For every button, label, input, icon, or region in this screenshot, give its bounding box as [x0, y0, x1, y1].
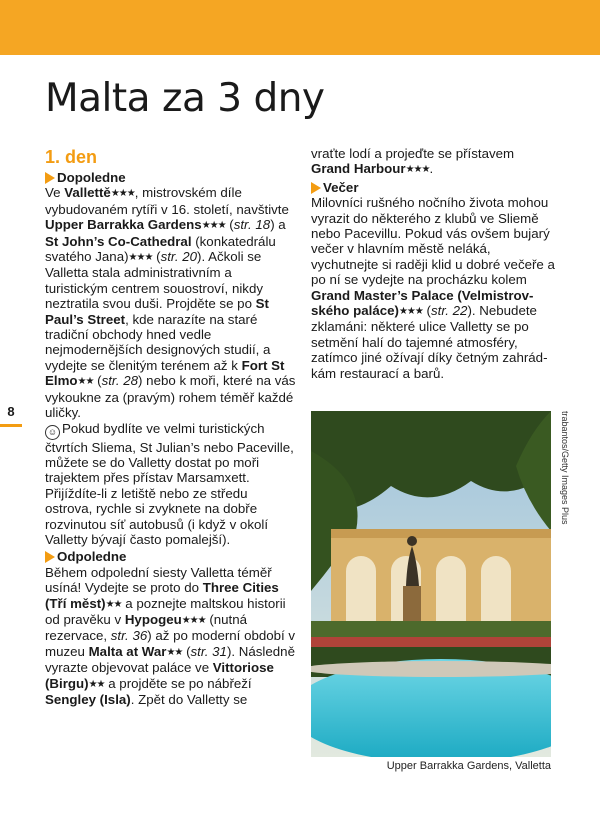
triangle-bullet-icon — [311, 182, 321, 194]
page-reference: str. 36 — [110, 628, 148, 644]
evening-heading: Večer — [311, 180, 556, 195]
rating-stars: ★★ — [105, 598, 122, 610]
place-upper-barrakka: Upper Barrakka Gardens — [45, 217, 202, 233]
page-number-rule — [0, 424, 22, 427]
triangle-bullet-icon — [45, 172, 55, 184]
evening-paragraph: Milovníci rušného nočního života mohou vyrazit do některého z klubů ve Sliemě nebo Pacevillu. Pokud vás ovšem bujarý večer v hlavním městě neláká, vychutnejte si raději klid u dobré večeře a po ní se vydejte na procházku kolem Grand Master’s Palace (Velmistrovského paláce)★★★ (str. 22). Nebudete zklamáni: některé ulice Valletty se po setmění halí do tajemné atmosféry, zatímco jiné ožívají díky četným zahrádkám restaurací a barů. — [311, 195, 555, 381]
place-valletta: Vallettě — [64, 185, 111, 201]
right-column — [311, 146, 556, 381]
rating-stars: ★★★ — [128, 252, 153, 264]
rating-stars: ★★ — [77, 376, 94, 388]
photo-credit: trabantos/Getty Images Plus — [560, 411, 570, 525]
page-reference: str. 28 — [101, 373, 139, 389]
rating-stars: ★★★ — [201, 220, 226, 232]
page-reference: str. 18 — [233, 217, 271, 233]
place-vittoriosa: Vittoriose (Birgu) — [45, 660, 274, 691]
photo-upper-barrakka-gardens — [311, 411, 551, 757]
place-st-johns: St John’s Co-Cathedral — [45, 233, 192, 249]
afternoon-heading: Odpoledne — [45, 549, 297, 564]
place-st-pauls-street: St Paul’s Street — [45, 296, 269, 327]
page-number-marker — [0, 404, 22, 427]
page-reference: str. 31 — [190, 643, 227, 659]
continuation-paragraph: vraťte lodí a projeďte se přístavem Grand Harbour★★★. — [311, 146, 515, 177]
place-malta-at-war: Malta at War — [88, 643, 167, 659]
place-grand-harbour: Grand Harbour — [311, 161, 406, 177]
place-senglea: Sengley (Isla) — [45, 692, 131, 707]
place-grand-masters-palace: Grand Master’s Palace (Velmistrovského paláce) — [311, 287, 534, 319]
page-reference: str. 20 — [160, 249, 198, 265]
page-number: 8 — [7, 404, 15, 419]
triangle-bullet-icon — [45, 551, 55, 563]
rating-stars: ★★ — [88, 678, 105, 690]
place-hypogeum: Hypogeu — [124, 611, 182, 627]
left-column — [45, 146, 297, 707]
place-fort-st-elmo: Fort St Elmo — [45, 357, 285, 389]
tip-paragraph: ☺ Pokud bydlíte ve velmi turistických čtvrtích Sliema, St Julian’s nebo Paceville, můžete se do Valletty dostat po moři trajektem přes přístav Marsamxett. Přijíždíte-li z letiště nebo ze středu ostrova, rychle si zvyknete na dobře rozvinutou síť autobusů (i když v okolí Valletty bývají často pomalejší). — [45, 420, 294, 547]
rating-stars: ★★★ — [398, 306, 423, 318]
place-three-cities: Three Cities (Tří měst) — [45, 580, 279, 611]
rating-stars: ★★ — [166, 646, 183, 658]
top-color-band — [0, 0, 600, 55]
smiley-icon: ☺ — [45, 425, 60, 440]
photo-caption: Upper Barrakka Gardens, Valletta — [386, 760, 551, 772]
rating-stars: ★★★ — [405, 164, 430, 176]
morning-paragraph: Ve Vallettě★★★, mistrovském díle vybudovaném rytíři v 16. století, navštivte Upper Barrakka Gardens★★★ (str. 18) a St John’s Co-Cathedral (konkatedrálu svatého Jana)★★★ (str. 20). Ačkoli se Valletta stala administrativním a turistickým centrem souostroví, nikdy neztratila svou duši. Projděte se po St Paul’s Street, kde narazíte na staré tradiční obchody hned vedle nejmodernějších designových studií, a vydejte se členitým terénem až k Fort St Elmo★★ (str. 28) nebo k moři, které na vás vykoukne za (pravým) rohem téměř každé uličky. — [45, 185, 296, 421]
rating-stars: ★★★ — [110, 188, 135, 200]
morning-heading: Dopoledne — [45, 170, 297, 185]
afternoon-paragraph: Během odpolední siesty Valletta téměř usíná! Vydejte se proto do Three Cities (Tří měst)★★ a poznejte maltskou historii od pravěku v Hypogeu★★★ (nutná rezervace, str. 36) až po moderní období v muzeu Malta at War★★ (str. 31). Následně vyrazte objevovat paláce ve Vittoriose (Birgu)★★ a projděte se po nábřeží Sengley (Isla). Zpět do Valletty se — [45, 564, 296, 707]
day-heading: 1. den — [45, 147, 98, 167]
page-title: Malta za 3 dny — [45, 76, 325, 121]
page-reference: str. 22 — [430, 303, 468, 319]
rating-stars: ★★★ — [181, 614, 206, 626]
